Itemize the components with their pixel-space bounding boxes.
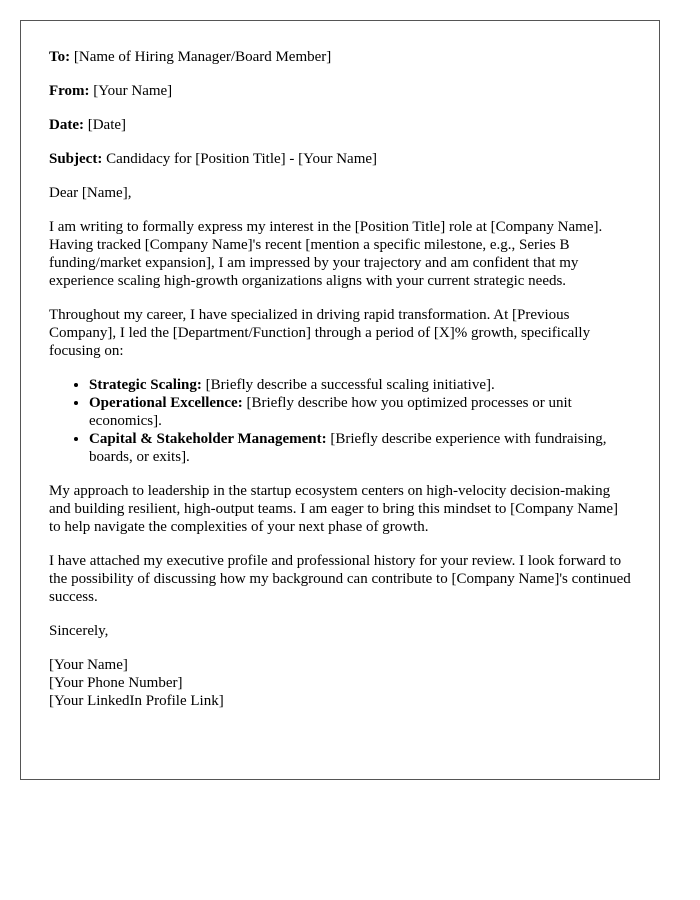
- paragraph-career: Throughout my career, I have specialized in driving rapid transformation. At [Previous Company], I led the [Department/Function] through a period of [X]% growth, specifically focusing on:: [49, 307, 591, 359]
- paragraph-approach: My approach to leadership in the startup ecosystem centers on high-velocity decision-making and building resilient, high-output teams. I am eager to bring this mindset to [Company Name] to help navigate the complexities of your next phase of growth.: [49, 483, 619, 535]
- bullet-text: [Briefly describe experience with fundraising, boards, or exits].: [89, 431, 607, 465]
- signoff: Sincerely,: [49, 623, 109, 639]
- bullet-text: [Briefly describe a successful scaling initiative].: [201, 377, 495, 393]
- letter-document: [20, 20, 660, 780]
- salutation: Dear [Name],: [49, 185, 132, 201]
- bullet-text: [Briefly describe how you optimized processes or unit economics].: [89, 395, 572, 429]
- paragraph-closing: I have attached my executive profile and professional history for your review. I look forward to the possibility of discussing how my background can contribute to [Company Name]'s continued success.: [49, 553, 631, 605]
- bullet-label: Capital & Stakeholder Management:: [89, 431, 327, 447]
- list-item: [89, 376, 631, 394]
- date-line: [49, 116, 631, 134]
- date-label: Date:: [49, 117, 84, 133]
- from-line: [49, 82, 631, 100]
- to-value: [Name of Hiring Manager/Board Member]: [73, 49, 332, 65]
- signature-name: [Your Name]: [49, 657, 128, 673]
- subject-line: [49, 150, 631, 168]
- date-value: [Date]: [87, 117, 127, 133]
- list-item: [89, 394, 631, 430]
- bullet-label: Operational Excellence:: [89, 395, 243, 411]
- from-label: From:: [49, 83, 90, 99]
- signature-linkedin: [Your LinkedIn Profile Link]: [49, 693, 224, 709]
- bullet-label: Strategic Scaling:: [89, 377, 202, 393]
- subject-label: Subject:: [49, 151, 103, 167]
- focus-list: [49, 376, 631, 466]
- list-item: [89, 430, 631, 466]
- paragraph-intro: I am writing to formally express my interest in the [Position Title] role at [Company Name]. Having tracked [Company Name]'s recent [mention a specific milestone, e.g., Series B funding/market expansion], I am impressed by your trajectory and am confident that my experience scaling high-growth organizations aligns with your current strategic needs.: [49, 219, 603, 289]
- subject-value: Candidacy for [Position Title] - [Your Name]: [106, 151, 378, 167]
- signature-phone: [Your Phone Number]: [49, 675, 183, 691]
- from-value: [Your Name]: [93, 83, 173, 99]
- to-label: To:: [49, 49, 71, 65]
- to-line: [49, 48, 631, 66]
- signature-block: [49, 656, 631, 710]
